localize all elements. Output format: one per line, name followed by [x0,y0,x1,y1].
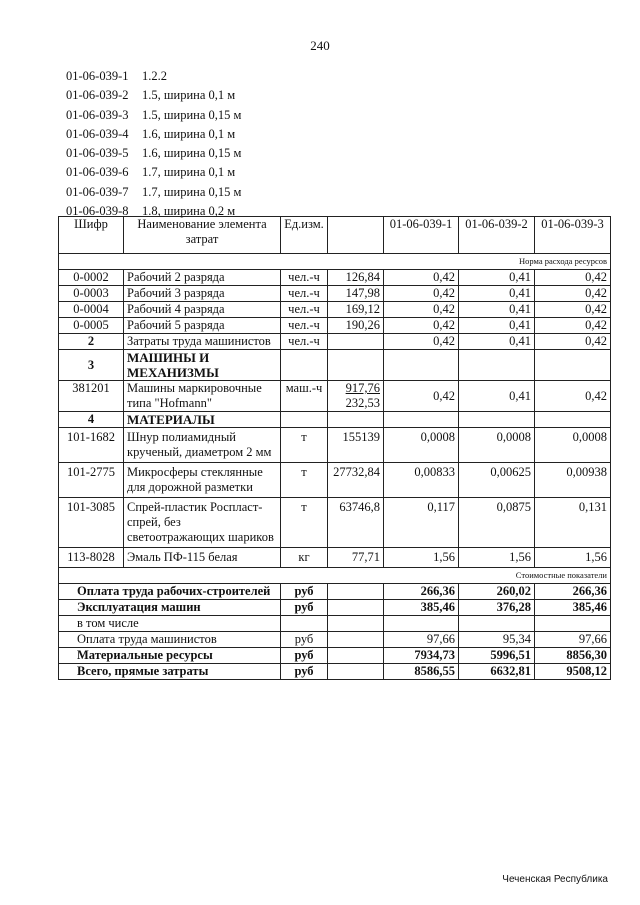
cost-name: Оплата труда машинистов [59,632,281,648]
code-description: 1.6, ширина 0,1 м [142,126,236,141]
footer-region: Чеченская Республика [502,874,608,885]
row-value-3: 0,00938 [535,463,611,498]
worker-row [59,318,611,334]
row-name: Рабочий 3 разряда [124,286,281,302]
row-unit: т [281,498,328,548]
row-value-2: 0,41 [459,270,535,286]
row-price: 190,26 [328,318,384,334]
row-unit: т [281,463,328,498]
row-value-2: 0,41 [459,334,535,350]
code-list-item [66,183,241,202]
empty-cell [535,412,611,428]
material-row [59,548,611,568]
empty-cell [459,350,535,381]
empty-cell [328,632,384,648]
row-value-2: 0,41 [459,302,535,318]
worker-row [59,286,611,302]
code-list-item [66,125,241,144]
cost-value-3: 266,36 [535,584,611,600]
resource-table [58,216,611,680]
row-name: Рабочий 5 разряда [124,318,281,334]
code-id: 01-06-039-4 [66,126,129,141]
row-price: 169,12 [328,302,384,318]
cost-value-1: 8586,55 [384,664,459,680]
machine-row [59,381,611,412]
row-value-3: 0,42 [535,318,611,334]
cost-name: в том числе [59,616,281,632]
code-id: 01-06-039-8 [66,204,129,219]
cost-value-3 [535,616,611,632]
row-code: 0-0005 [59,318,124,334]
code-description: 1.6, ширина 0,15 м [142,146,242,161]
row-value-3: 1,56 [535,548,611,568]
empty-cell [281,412,328,428]
code-id: 01-06-039-6 [66,165,129,180]
code-list-item [66,163,241,182]
row-unit: т [281,428,328,463]
header-col3: 01-06-039-3 [535,217,611,254]
cost-value-3: 9508,12 [535,664,611,680]
row-name: Рабочий 4 разряда [124,302,281,318]
row-value-1: 0,42 [384,270,459,286]
section-machines [59,350,611,381]
row-code: 0-0004 [59,302,124,318]
cost-row [59,632,611,648]
row-value-1: 0,0008 [384,428,459,463]
code-description: 1.7, ширина 0,15 м [142,184,242,199]
empty-cell [328,648,384,664]
row-value-3: 0,42 [535,334,611,350]
row-price [328,334,384,350]
code-id: 01-06-039-3 [66,107,129,122]
row-code: 381201 [59,381,124,412]
worker-row [59,270,611,286]
code-id: 01-06-039-2 [66,88,129,103]
cost-value-2: 376,28 [459,600,535,616]
code-list-item [66,67,241,86]
material-row [59,428,611,463]
row-value-1: 0,42 [384,318,459,334]
row-unit: чел.-ч [281,334,328,350]
empty-cell [328,350,384,381]
row-price: 147,98 [328,286,384,302]
row-name: Шнур полиамидный крученый, диаметром 2 мм [124,428,281,463]
row-value-3: 0,42 [535,286,611,302]
row-value-1: 0,42 [384,381,459,412]
cost-label-row [59,568,611,584]
cost-row [59,616,611,632]
cost-value-2: 5996,51 [459,648,535,664]
cost-value-1: 97,66 [384,632,459,648]
row-value-1: 0,42 [384,334,459,350]
row-name: Микросферы стеклянные для дорожной разметки [124,463,281,498]
row-name: Машины маркировочные типа "Hofmann" [124,381,281,412]
cost-row [59,600,611,616]
section-title: МАТЕРИАЛЫ [124,412,281,428]
row-value-1: 0,42 [384,302,459,318]
norm-label: Норма расхода ресурсов [59,254,611,270]
cost-value-1 [384,616,459,632]
row-code: 101-2775 [59,463,124,498]
row-value-2: 1,56 [459,548,535,568]
section-materials [59,412,611,428]
table-header [59,217,611,254]
row-name: Рабочий 2 разряда [124,270,281,286]
cost-value-1: 385,46 [384,600,459,616]
labor-row [59,334,611,350]
row-value-1: 1,56 [384,548,459,568]
empty-cell [328,600,384,616]
row-value-2: 0,0875 [459,498,535,548]
section-code: 3 [59,350,124,381]
row-price: 126,84 [328,270,384,286]
empty-cell [384,350,459,381]
empty-cell [328,616,384,632]
row-value-2: 0,41 [459,381,535,412]
row-unit: чел.-ч [281,318,328,334]
cost-unit: руб [281,600,328,616]
cost-value-3: 8856,30 [535,648,611,664]
cost-value-3: 97,66 [535,632,611,648]
row-name: Затраты труда машинистов [124,334,281,350]
header-col1: 01-06-039-1 [384,217,459,254]
row-value-1: 0,117 [384,498,459,548]
section-title: МАШИНЫ И МЕХАНИЗМЫ [124,350,281,381]
row-value-1: 0,00833 [384,463,459,498]
cost-unit: руб [281,632,328,648]
cost-value-2: 95,34 [459,632,535,648]
empty-cell [328,412,384,428]
empty-cell [328,584,384,600]
row-unit: кг [281,548,328,568]
row-code: 101-3085 [59,498,124,548]
header-name: Наименование элемента затрат [124,217,281,254]
row-value-3: 0,0008 [535,428,611,463]
code-description: 1.7, ширина 0,1 м [142,165,236,180]
code-description: 1.2.2 [142,69,167,83]
cost-name: Всего, прямые затраты [59,664,281,680]
row-value-2: 0,41 [459,318,535,334]
cost-value-2: 260,02 [459,584,535,600]
row-price: 63746,8 [328,498,384,548]
code-description: 1.8, ширина 0,2 м [142,204,236,219]
row-value-2: 0,41 [459,286,535,302]
row-unit: маш.-ч [281,381,328,412]
header-unit: Ед.изм. [281,217,328,254]
cost-name: Материальные ресурсы [59,648,281,664]
material-row [59,463,611,498]
cost-name: Эксплуатация машин [59,600,281,616]
row-unit: чел.-ч [281,270,328,286]
price-bottom: 232,53 [345,396,380,410]
row-code: 0-0002 [59,270,124,286]
header-price [328,217,384,254]
empty-cell [384,412,459,428]
header-shifr: Шифр [59,217,124,254]
cost-value-3: 385,46 [535,600,611,616]
row-value-3: 0,42 [535,302,611,318]
code-id: 01-06-039-1 [66,69,129,83]
row-price: 27732,84 [328,463,384,498]
empty-cell [281,350,328,381]
cost-name: Оплата труда рабочих-строителей [59,584,281,600]
code-description: 1.5, ширина 0,15 м [142,107,242,122]
cost-unit: руб [281,664,328,680]
code-list-item [66,144,241,163]
cost-value-2 [459,616,535,632]
code-description: 1.5, ширина 0,1 м [142,88,236,103]
cost-row [59,664,611,680]
code-id: 01-06-039-7 [66,184,129,199]
row-unit: чел.-ч [281,286,328,302]
code-list-item [66,86,241,105]
empty-cell [535,350,611,381]
worker-row [59,302,611,318]
cost-label: Стоимостные показатели [59,568,611,584]
page-number: 240 [310,38,330,53]
cost-value-1: 266,36 [384,584,459,600]
empty-cell [459,412,535,428]
row-unit: чел.-ч [281,302,328,318]
section-code: 4 [59,412,124,428]
cost-unit: руб [281,648,328,664]
row-value-2: 0,0008 [459,428,535,463]
empty-cell [328,664,384,680]
code-list [66,67,241,221]
row-price: 155139 [328,428,384,463]
row-value-1: 0,42 [384,286,459,302]
cost-row [59,584,611,600]
row-code: 101-1682 [59,428,124,463]
cost-unit: руб [281,584,328,600]
row-value-2: 0,00625 [459,463,535,498]
row-name: Спрей-пластик Роспласт-спрей, без светоотражающих шариков [124,498,281,548]
norm-label-row [59,254,611,270]
cost-row [59,648,611,664]
code-list-item [66,106,241,125]
row-code: 113-8028 [59,548,124,568]
code-id: 01-06-039-5 [66,146,129,161]
cost-unit [281,616,328,632]
material-row [59,498,611,548]
row-name: Эмаль ПФ-115 белая [124,548,281,568]
row-code: 2 [59,334,124,350]
row-value-3: 0,42 [535,270,611,286]
row-price [328,381,384,412]
price-top: 917,76 [345,381,380,395]
row-price: 77,71 [328,548,384,568]
row-value-3: 0,131 [535,498,611,548]
row-value-3: 0,42 [535,381,611,412]
cost-value-2: 6632,81 [459,664,535,680]
row-code: 0-0003 [59,286,124,302]
header-col2: 01-06-039-2 [459,217,535,254]
cost-value-1: 7934,73 [384,648,459,664]
